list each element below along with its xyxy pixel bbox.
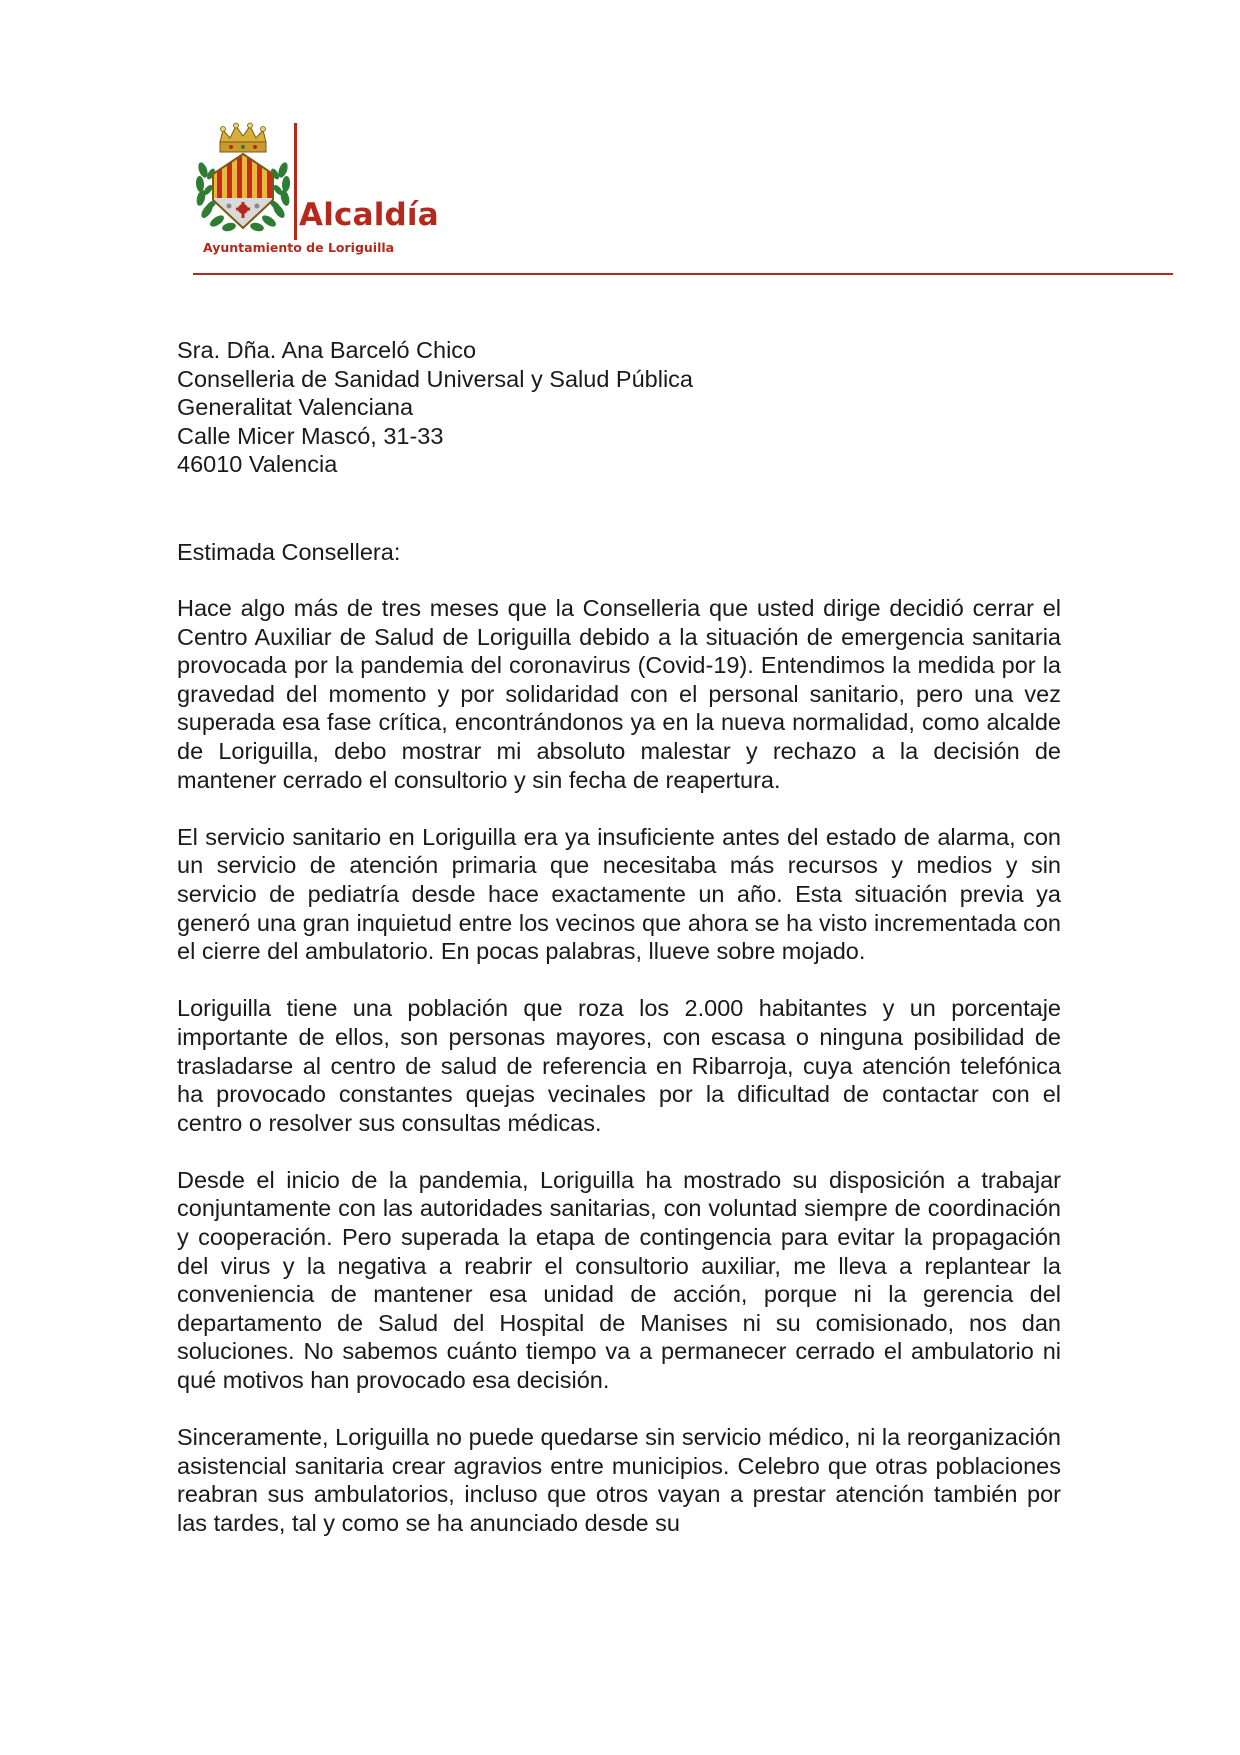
letterhead bbox=[193, 118, 1173, 278]
recipient-line: Calle Micer Mascó, 31-33 bbox=[177, 422, 444, 449]
letterhead-brand: Alcaldía bbox=[299, 197, 439, 233]
salutation: Estimada Consellera: bbox=[177, 539, 401, 565]
recipient-line: 46010 Valencia bbox=[177, 451, 338, 477]
recipient-line: Conselleria de Sanidad Universal y Salud Pública bbox=[177, 365, 693, 392]
letterhead-divider-horizontal bbox=[193, 273, 1173, 275]
coat-of-arms-icon bbox=[193, 122, 296, 240]
body-paragraph: El servicio sanitario en Loriguilla era ya insuficiente antes del estado de alarma, con un servicio de atención primaria que necesitaba más recursos y medios y sin servicio de pediatría desde hace exactamente un año. Esta situación previa ya generó una gran inquietud entre los vecinos que ahora se ha visto incrementada con el cierre del ambulatorio. En pocas palabras, llueve sobre mojado. bbox=[177, 823, 1061, 965]
recipient-line: Sra. Dña. Ana Barceló Chico bbox=[177, 337, 477, 363]
body-paragraph: Sinceramente, Loriguilla no puede quedarse sin servicio médico, ni la reorganización asistencial sanitaria crear agravios entre municipios. Celebro que otras poblaciones reabran sus ambulatorios, incluso que otros vayan a prestar atención también por las tardes, tal y como se ha anunciado desde su bbox=[177, 1424, 1061, 1536]
letterhead-divider-vertical bbox=[294, 123, 297, 240]
recipient-address bbox=[177, 336, 1077, 479]
body-paragraph: Loriguilla tiene una población que roza los 2.000 habitantes y un porcentaje importante de ellos, son personas mayores, con escasa o ninguna posibilidad de trasladarse al centro de salud de referencia en Ribarroja, cuya atención telefónica ha provocado constantes quejas vecinales por la dificultad de contactar con el centro o resolver sus consultas médicas. bbox=[177, 995, 1061, 1136]
recipient-line: Generalitat Valenciana bbox=[177, 394, 414, 420]
letter-body bbox=[177, 594, 1061, 1538]
body-paragraph: Hace algo más de tres meses que la Conselleria que usted dirige decidió cerrar el Centro Auxiliar de Salud de Loriguilla debido a la situación de emergencia sanitaria provocada por la pandemia del coronavirus (Covid-19). Entendimos la medida por la gravedad del momento y por solidaridad con el personal sanitario, pero una vez superada esa fase crítica, encontrándonos ya en la nueva normalidad, como alcalde de Loriguilla, debo mostrar mi absoluto malestar y rechazo a la decisión de mantener cerrado el consultorio y sin fecha de reapertura. bbox=[177, 595, 1061, 793]
letterhead-subtitle: Ayuntamiento de Loriguilla bbox=[203, 240, 395, 255]
body-paragraph: Desde el inicio de la pandemia, Loriguilla ha mostrado su disposición a trabajar conjuntamente con las autoridades sanitarias, con voluntad siempre de coordinación y cooperación. Pero superada la etapa de contingencia para evitar la propagación del virus y la negativa a reabrir el consultorio auxiliar, me lleva a replantear la conveniencia de mantener esa unidad de acción, porque ni la gerencia del departamento de Salud del Hospital de Manises ni su comisionado, nos dan soluciones. No sabemos cuánto tiempo va a permanecer cerrado el ambulatorio ni qué motivos han provocado esa decisión. bbox=[177, 1166, 1061, 1394]
